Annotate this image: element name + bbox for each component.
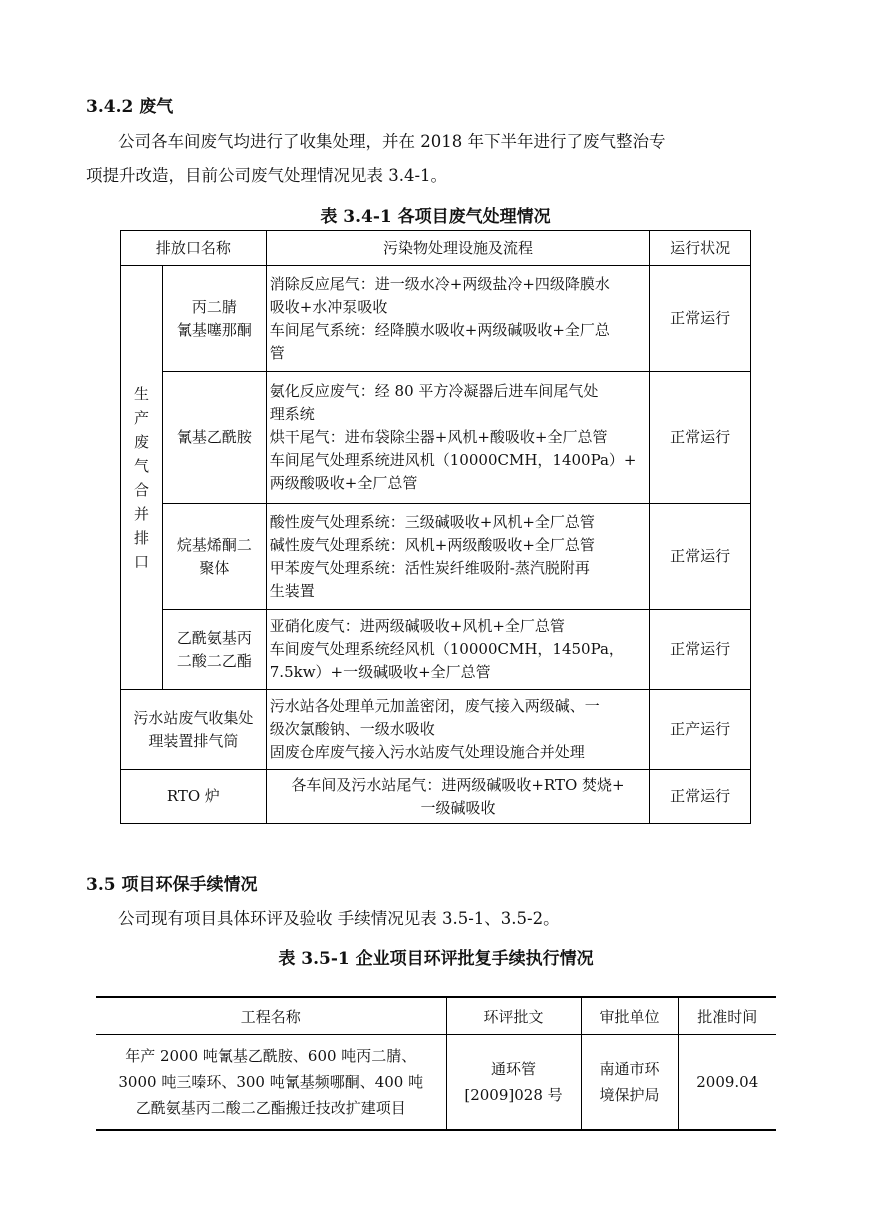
- approval-unit-cell: [581, 1035, 678, 1131]
- process-line: 一级碱吸收: [420, 798, 496, 817]
- project-name-cell: [162, 266, 266, 372]
- table-row: [121, 690, 751, 770]
- group-label-char: 生: [133, 384, 149, 403]
- table-3-4-1-caption: 表 3.4-1 各项目废气处理情况: [320, 207, 551, 227]
- status-cell: 正常运行: [650, 266, 751, 372]
- process-cell: [266, 266, 649, 372]
- status-cell: 正常运行: [650, 770, 751, 824]
- section-3-5-paragraph: 公司现有项目具体环评及验收 手续情况见表 3.5-1、3.5-2。: [118, 909, 560, 928]
- process-line: 污水站各处理单元加盖密闭，废气接入两级碱、一: [269, 697, 600, 715]
- table-row: [121, 504, 751, 610]
- header-project-name: 工程名称: [96, 997, 446, 1035]
- table-3-5-1-caption: 表 3.5-1 企业项目环评批复手续执行情况: [278, 949, 594, 969]
- project-name-line: 二酸二乙酯: [176, 651, 252, 670]
- table-3-4-1: [120, 230, 751, 824]
- table-row: [96, 1035, 776, 1131]
- process-line: 车间尾气系统：经降膜水吸收+两级碱吸收+全厂总: [269, 320, 610, 339]
- process-line: 两级酸吸收+全厂总管: [269, 474, 418, 492]
- project-name-line: 烷基烯酮二: [176, 535, 252, 554]
- status-cell: 正常运行: [650, 504, 751, 610]
- process-line: 车间尾气处理系统进风机（10000CMH，1400Pa）+: [269, 451, 637, 469]
- header-process: 污染物处理设施及流程: [266, 231, 649, 266]
- project-name-cell: [162, 504, 266, 610]
- process-line: 固废仓库废气接入污水站废气处理设施合并处理: [269, 743, 585, 761]
- project-name-line: 丙二腈: [191, 297, 237, 316]
- project-name-line: 聚体: [199, 558, 230, 577]
- group-label-char: 产: [133, 408, 149, 427]
- group-label-char: 合: [133, 480, 149, 499]
- project-name-line: 氰基噻那酮: [176, 320, 252, 339]
- process-line: 碱性废气处理系统：风机+两级酸吸收+全厂总管: [269, 535, 595, 554]
- process-line: 管: [269, 343, 285, 362]
- project-name-cell: [162, 610, 266, 690]
- process-line: 级次氯酸钠、一级水吸收: [269, 720, 435, 738]
- group-label-char: 并: [133, 504, 149, 523]
- header-outlet: 排放口名称: [121, 231, 267, 266]
- approval-unit-line: 境保护局: [599, 1086, 660, 1104]
- approval-unit-line: 南通市环: [599, 1060, 660, 1078]
- section-heading-3-4-2: 3.4.2 废气: [86, 97, 174, 117]
- approval-doc-cell: [446, 1035, 581, 1131]
- process-cell: [266, 504, 649, 610]
- table-header-row: [96, 997, 776, 1035]
- project-name-line: 年产 2000 吨氰基乙酰胺、600 吨丙二腈、: [125, 1047, 417, 1065]
- project-name-line: 3000 吨三嗪环、300 吨氰基频哪酮、400 吨: [118, 1073, 424, 1091]
- project-name-line: 乙酰氨基丙二酸二乙酯搬迁技改扩建项目: [135, 1099, 406, 1117]
- project-name-line: 乙酰氨基丙: [176, 628, 252, 647]
- header-approval-doc: 环评批文: [446, 997, 581, 1035]
- sewage-outlet-name-cell: [121, 690, 267, 770]
- section-heading-3-5: 3.5 项目环保手续情况: [86, 875, 258, 895]
- project-name-line: 理装置排气筒: [148, 731, 239, 750]
- process-line: 7.5kw）+一级碱吸收+全厂总管: [269, 663, 491, 681]
- project-name-cell: [96, 1035, 446, 1131]
- process-line: 氨化反应废气：经 80 平方冷凝器后进车间尾气处: [269, 382, 599, 400]
- process-cell: [266, 770, 649, 824]
- process-line: 各车间及污水站尾气：进两级碱吸收+RTO 焚烧+: [291, 775, 625, 794]
- status-cell: 正常运行: [650, 610, 751, 690]
- process-line: 吸收+水冲泵吸收: [269, 297, 388, 316]
- process-line: 消除反应尾气：进一级水冷+两级盐冷+四级降膜水: [269, 274, 610, 293]
- process-cell: [266, 372, 649, 504]
- table-row: [121, 610, 751, 690]
- table-row: [121, 266, 751, 372]
- header-status: 运行状况: [650, 231, 751, 266]
- group-label-char: 废: [133, 432, 149, 451]
- process-line: 酸性废气处理系统：三级碱吸收+风机+全厂总管: [269, 512, 595, 531]
- process-cell: [266, 610, 649, 690]
- paragraph-line-1: 公司各车间废气均进行了收集处理，并在 2018 年下半年进行了废气整治专: [118, 132, 666, 151]
- group-label-cell: [121, 266, 163, 690]
- table-3-5-1: [96, 996, 776, 1131]
- table-row: [121, 770, 751, 824]
- project-name-line: 污水站废气收集处: [133, 708, 254, 727]
- group-label-char: 气: [133, 456, 149, 475]
- approval-doc-line: [2009]028 号: [464, 1086, 563, 1104]
- status-cell: 正产运行: [650, 690, 751, 770]
- process-line: 生装置: [269, 581, 315, 600]
- header-approval-unit: 审批单位: [581, 997, 678, 1035]
- process-line: 车间废气处理系统经风机（10000CMH，1450Pa，: [269, 640, 624, 658]
- project-name-cell: [162, 372, 266, 504]
- group-label-char: 口: [133, 552, 149, 571]
- process-cell: [266, 690, 649, 770]
- table-header-row: [121, 231, 751, 266]
- header-approval-time: 批准时间: [678, 997, 776, 1035]
- status-cell: 正常运行: [650, 372, 751, 504]
- table-row: [121, 372, 751, 504]
- rto-name-cell: RTO 炉: [121, 770, 267, 824]
- approval-time-cell: 2009.04: [678, 1035, 776, 1131]
- paragraph-line-2: 项提升改造，目前公司废气处理情况见表 3.4-1。: [86, 166, 448, 185]
- project-name-line: 氰基乙酰胺: [176, 428, 252, 446]
- process-line: 理系统: [269, 405, 315, 423]
- approval-doc-line: 通环管: [490, 1060, 536, 1078]
- process-line: 烘干尾气：进布袋除尘器+风机+酸吸收+全厂总管: [269, 428, 608, 446]
- group-label-char: 排: [133, 528, 149, 547]
- process-line: 甲苯废气处理系统：活性炭纤维吸附-蒸汽脱附再: [269, 558, 590, 577]
- process-line: 亚硝化废气：进两级碱吸收+风机+全厂总管: [269, 617, 565, 635]
